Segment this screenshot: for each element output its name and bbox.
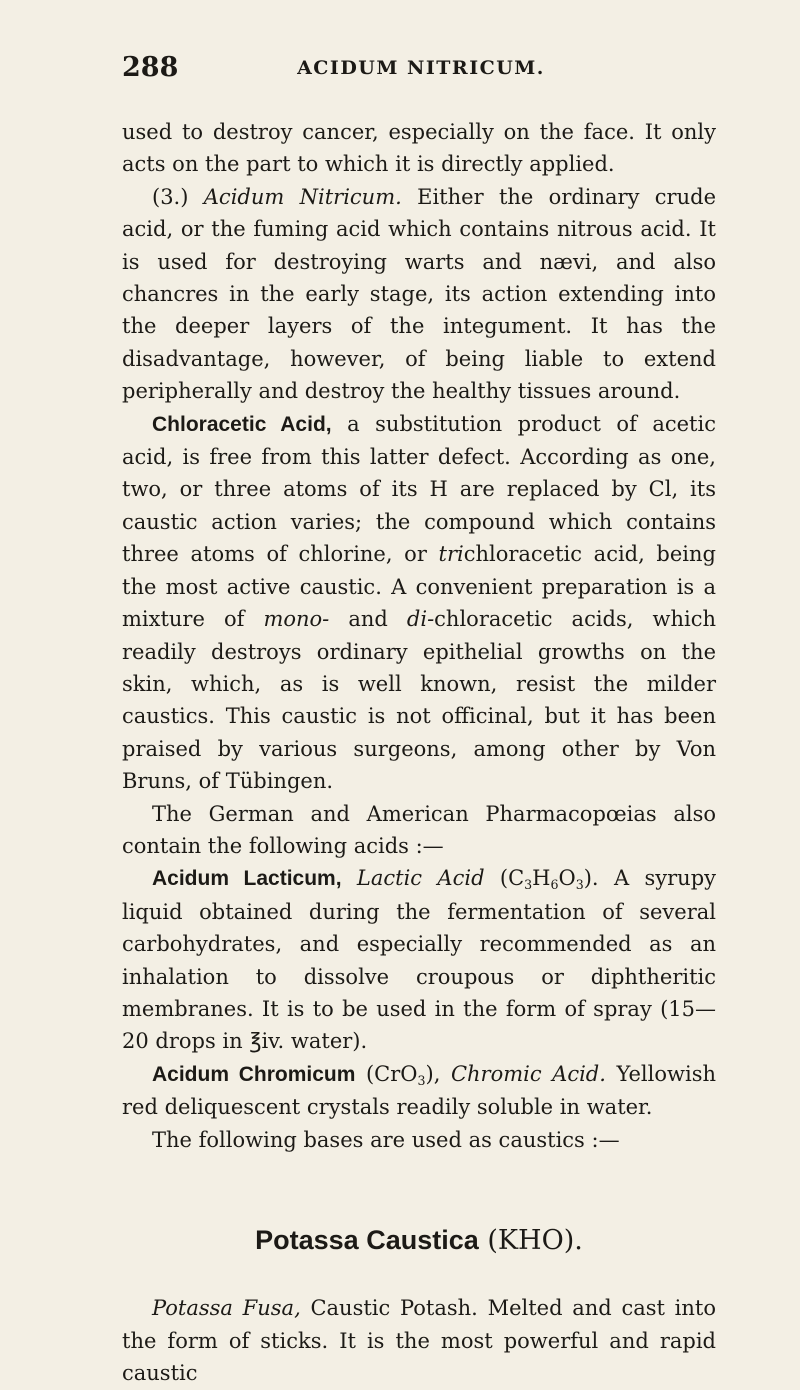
paragraph-pharmacopoeias: The German and American Pharmacopœias also contain the following acids :— [122,801,716,858]
term-chloracetic-acid: Chloracetic Acid, [152,412,332,436]
term-potassa-fusa: Potassa Fusa, [152,1296,301,1321]
paragraph-text: Either the ordinary crude acid, or the fuming acid which contains nitrous acid. It is used for destroying warts and nævi, and also chancres in the early stage, its action extending into the deeper layers of the integument. It has the disadvantage, however, of being liable to extend peripherally and destroy the healthy tissues around. [122,184,716,404]
paragraph-text: Caustic Potash. Melted and cast into the form of sticks. It is the most powerful and rapid caustic [122,1296,716,1386]
paragraph-text: chloracetic acids, which readily destroys ordinary epithelial growths on the skin, which, as is well known, resist the milder caustics. This caustic is not officinal, but it has been praised by various surgeons, among other by Von Bruns, of Tübingen. [122,607,717,794]
paragraph-nitric-acid [122,181,716,408]
italic-prefix-tri: tri [438,542,464,567]
italic-prefix-mono: mono- [263,607,330,632]
heading-potassa-caustica: Potassa Caustica [255,1225,479,1255]
term-acidum-chromicum: Acidum Chromicum [152,1062,356,1086]
paragraph-text: and [329,607,407,632]
paragraph-bases: The following bases are used as caustics :— [152,1127,620,1152]
term-acidum-nitricum: Acidum Nitricum. [203,184,402,209]
page-number: 288 [122,52,179,83]
paragraph-potassa-fusa [122,1292,716,1389]
paragraph-chromic-acid [122,1058,716,1124]
item-number: (3.) [152,184,189,209]
page-body [122,116,716,1390]
italic-prefix-di: di- [406,607,435,632]
paragraph-text: A syrupy liquid obtained during the fermentation of several carbohydrates, and especially recommended as an inhalation to dissolve croupous or diphtheritic membranes. It is to be used in the form of spray (15—20 drops in ℥iv. water). [122,866,716,1054]
formula-lactic: $(C_3H_6O_3)$. [499,866,599,893]
paragraph-text: a substitution product of acetic acid, is free from this latter defect. According as one, two, or three atoms of its H are replaced by Cl, its caustic action varies; the compound which contains three atoms of chlorine, or [122,411,716,567]
paragraph-chloracetic-acid [122,408,716,798]
term-acidum-lacticum: Acidum Lacticum, [152,867,342,891]
term-lactic-acid: Lactic Acid [356,866,485,891]
running-title: ACIDUM NITRICUM. [297,57,545,79]
paragraph-lactic-acid [122,862,716,1057]
paragraph-text: Yellowish red deliquescent crystals readily soluble in water. [122,1061,717,1120]
page-header [122,52,720,92]
paragraph-1: used to destroy cancer, especially on the face. It only acts on the part to which it is directly applied. [122,120,716,177]
section-heading [122,1224,716,1257]
formula-chromic: (CrO$_3$), [365,1061,441,1088]
paragraph-text: chloracetic acid, being the most active caustic. A convenient preparation is a mixture of [122,542,716,632]
term-chromic-acid: Chromic Acid. [450,1061,606,1086]
heading-formula: (KHO). [487,1225,583,1256]
